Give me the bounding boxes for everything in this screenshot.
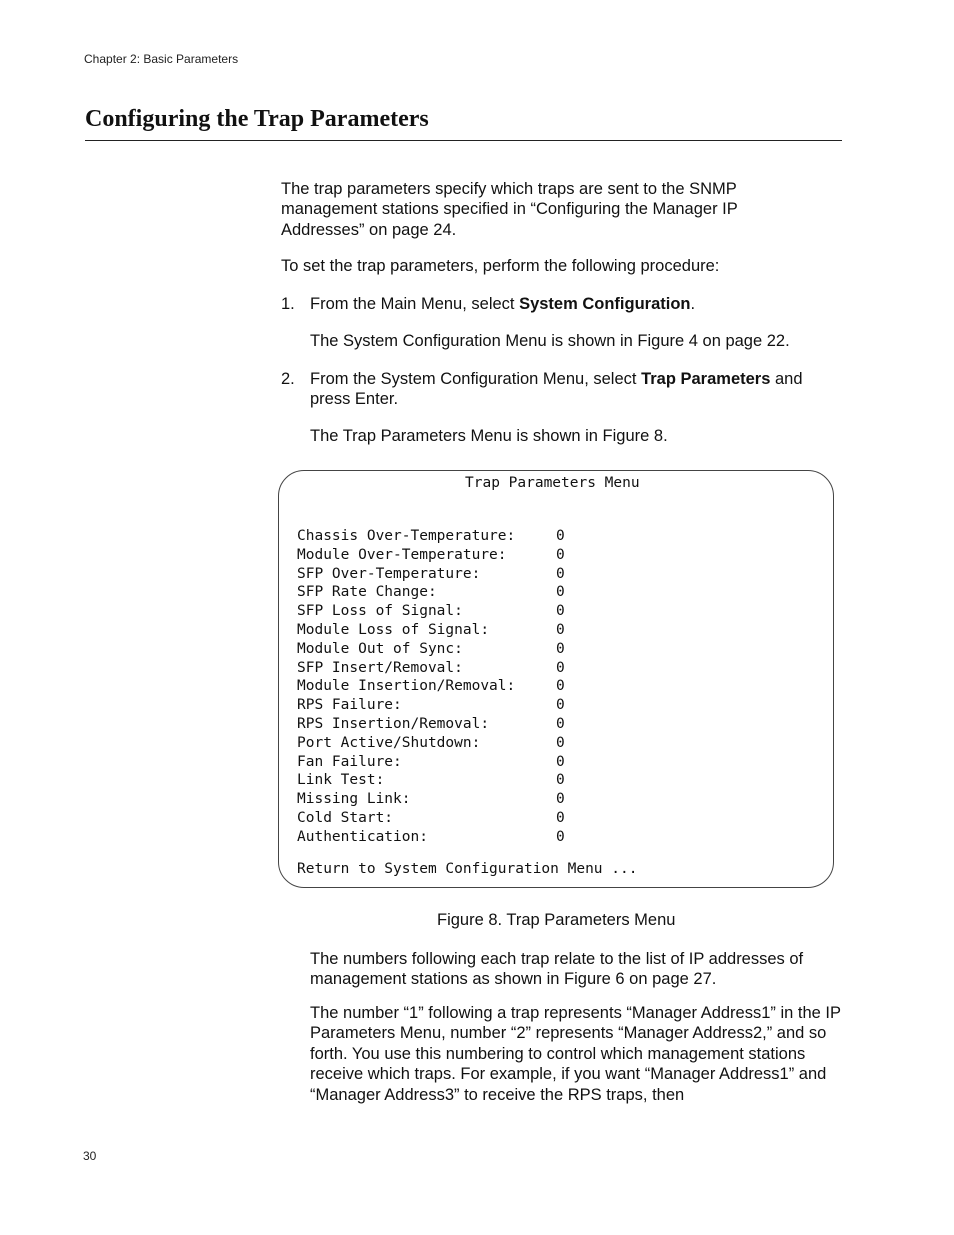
step-text-post: . bbox=[690, 295, 696, 313]
menu-item-label: Module Loss of Signal: bbox=[297, 621, 490, 638]
menu-item-label: SFP Rate Change: bbox=[297, 584, 437, 601]
menu-item bbox=[297, 771, 597, 790]
menu-item bbox=[297, 640, 597, 659]
menu-item-label: Port Active/Shutdown: bbox=[297, 734, 481, 751]
menu-item-label: RPS Insertion/Removal: bbox=[297, 715, 490, 732]
menu-item-value: 0 bbox=[556, 715, 565, 732]
menu-item bbox=[297, 809, 597, 828]
menu-item-label: Fan Failure: bbox=[297, 753, 402, 770]
step-text-post: and press Enter. bbox=[310, 370, 803, 409]
menu-item-value: 0 bbox=[556, 772, 565, 789]
intro-paragraph: The trap parameters specify which traps are sent to the SNMP management stations specified in “Configuring the Manager IP Addresses” on page 24. bbox=[281, 180, 738, 239]
title-rule bbox=[85, 140, 842, 141]
menu-item-value: 0 bbox=[556, 697, 565, 714]
menu-item-value: 0 bbox=[556, 603, 565, 620]
step-text-pre: From the System Configuration Menu, select bbox=[310, 370, 642, 388]
menu-item bbox=[297, 621, 597, 640]
menu-title: Trap Parameters Menu bbox=[465, 475, 640, 491]
menu-item bbox=[297, 734, 597, 753]
menu-item-label: RPS Failure: bbox=[297, 697, 402, 714]
menu-item-list bbox=[297, 527, 597, 847]
menu-item-label: SFP Over-Temperature: bbox=[297, 565, 481, 582]
menu-item-value: 0 bbox=[556, 565, 565, 582]
return-menu-option: Return to System Configuration Menu ... bbox=[297, 861, 638, 877]
menu-item-value: 0 bbox=[556, 659, 565, 676]
menu-item-value: 0 bbox=[556, 584, 565, 601]
menu-item bbox=[297, 677, 597, 696]
step-text bbox=[310, 369, 830, 410]
menu-item-value: 0 bbox=[556, 809, 565, 826]
step-menu-option: Trap Parameters bbox=[641, 370, 771, 388]
menu-item-value: 0 bbox=[556, 528, 565, 544]
menu-item bbox=[297, 790, 597, 809]
menu-item bbox=[297, 583, 597, 602]
step-2-note: The Trap Parameters Menu is shown in Figure 8. bbox=[310, 427, 668, 445]
menu-item-value: 0 bbox=[556, 753, 565, 770]
step-1-note: The System Configuration Menu is shown in Figure 4 on page 22. bbox=[310, 332, 790, 350]
menu-item bbox=[297, 546, 597, 565]
step-number: 1. bbox=[281, 295, 295, 313]
menu-item-value: 0 bbox=[556, 640, 565, 657]
menu-item bbox=[297, 828, 597, 847]
menu-item-label: Chassis Over-Temperature: bbox=[297, 528, 516, 544]
menu-item bbox=[297, 527, 597, 546]
menu-item bbox=[297, 602, 597, 621]
body-paragraph: The numbers following each trap relate to the list of IP addresses of management stations as shown in Figure 6 on page 27. bbox=[310, 950, 804, 989]
section-title: Configuring the Trap Parameters bbox=[85, 106, 429, 132]
menu-item-label: Module Out of Sync: bbox=[297, 640, 463, 657]
menu-item-label: SFP Loss of Signal: bbox=[297, 603, 463, 620]
body-paragraph: The number “1” following a trap represents “Manager Address1” in the IP Parameters Menu, number “2” represents “Manager Address2,” and so forth. You use this numbering to control which management stations receive which traps. For example, if you want “Manager Address1” and “Manager Address3” to receive the RPS traps, then bbox=[310, 1004, 841, 1104]
menu-item-value: 0 bbox=[556, 791, 565, 808]
menu-item-label: Missing Link: bbox=[297, 791, 411, 808]
step-number: 2. bbox=[281, 370, 295, 388]
running-head: Chapter 2: Basic Parameters bbox=[84, 52, 239, 66]
menu-item-label: Authentication: bbox=[297, 828, 428, 845]
step-text bbox=[310, 294, 830, 314]
menu-item bbox=[297, 659, 597, 678]
menu-item bbox=[297, 753, 597, 772]
menu-item-label: Link Test: bbox=[297, 772, 385, 789]
menu-item bbox=[297, 715, 597, 734]
menu-item-value: 0 bbox=[556, 828, 565, 845]
menu-item-value: 0 bbox=[556, 546, 565, 563]
step-menu-option: System Configuration bbox=[519, 295, 691, 313]
menu-item-label: Module Over-Temperature: bbox=[297, 546, 507, 563]
menu-item-label: SFP Insert/Removal: bbox=[297, 659, 463, 676]
page-number: 30 bbox=[83, 1149, 97, 1163]
figure-caption: Figure 8. Trap Parameters Menu bbox=[437, 911, 676, 929]
menu-item-value: 0 bbox=[556, 621, 565, 638]
step-text-pre: From the Main Menu, select bbox=[310, 295, 520, 313]
procedure-intro: To set the trap parameters, perform the following procedure: bbox=[281, 257, 720, 275]
menu-item bbox=[297, 565, 597, 584]
menu-item-label: Cold Start: bbox=[297, 809, 394, 826]
trap-parameters-menu-figure bbox=[278, 470, 834, 888]
menu-item-value: 0 bbox=[556, 678, 565, 695]
menu-item-label: Module Insertion/Removal: bbox=[297, 678, 516, 695]
menu-item bbox=[297, 696, 597, 715]
menu-item-value: 0 bbox=[556, 734, 565, 751]
